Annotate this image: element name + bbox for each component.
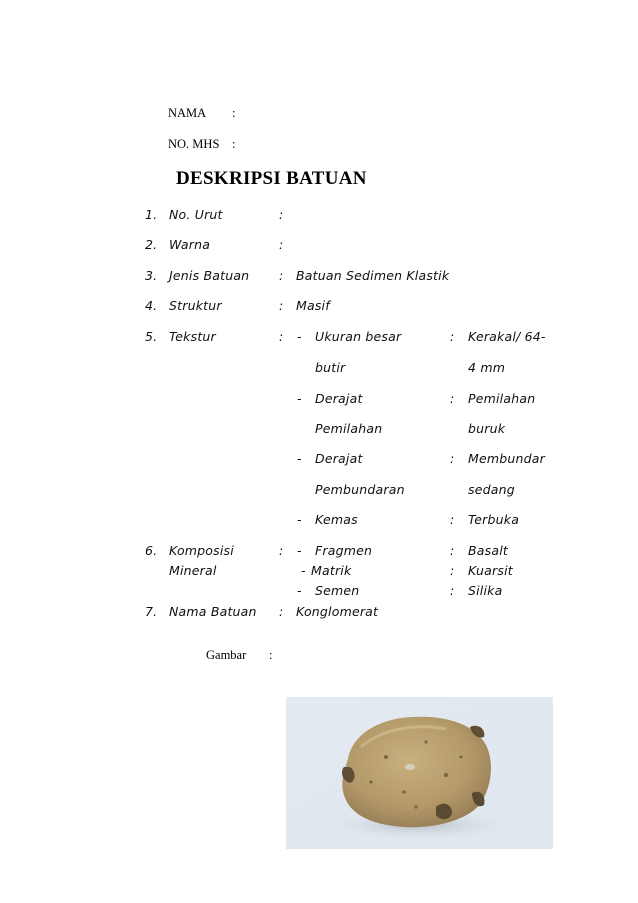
- item-4-number: 4.: [145, 298, 158, 313]
- tekstur-3-value-line2: sedang: [468, 482, 515, 497]
- item-6-colon: :: [279, 543, 284, 558]
- tekstur-1-value-line2: 4 mm: [468, 360, 506, 375]
- item-6-label-line1: Komposisi: [169, 543, 234, 558]
- komposisi-1-value: Basalt: [468, 543, 508, 558]
- item-4-colon: :: [279, 298, 284, 313]
- tekstur-2-colon: :: [450, 391, 455, 406]
- item-3-number: 3.: [145, 268, 158, 283]
- item-5-label: Tekstur: [169, 329, 216, 344]
- komposisi-2-colon: :: [450, 563, 455, 578]
- nama-label: NAMA: [168, 106, 207, 120]
- komposisi-3-dash: -: [297, 583, 302, 598]
- item-5-colon: :: [279, 329, 284, 344]
- tekstur-1-label-line1: Ukuran besar: [315, 329, 402, 344]
- item-2-label: Warna: [169, 237, 211, 252]
- item-7-colon: :: [279, 604, 284, 619]
- rock-photo: [286, 697, 553, 849]
- komposisi-1-dash: -: [297, 543, 302, 558]
- tekstur-1-value-line1: Kerakal/ 64-: [468, 329, 546, 344]
- item-1-colon: :: [279, 207, 284, 222]
- tekstur-3-dash: -: [297, 451, 302, 466]
- item-3-colon: :: [279, 268, 284, 283]
- tekstur-1-colon: :: [450, 329, 455, 344]
- item-3-label: Jenis Batuan: [169, 268, 250, 283]
- nama-colon: :: [232, 106, 236, 120]
- item-6-label-line2: Mineral: [169, 563, 217, 578]
- nomhs-label: NO. MHS: [168, 137, 220, 151]
- item-7-label: Nama Batuan: [169, 604, 257, 619]
- item-6-number: 6.: [145, 543, 158, 558]
- item-2-number: 2.: [145, 237, 158, 252]
- gambar-label: Gambar: [206, 648, 247, 662]
- item-1-label: No. Urut: [169, 207, 223, 222]
- tekstur-2-value-line2: buruk: [468, 421, 506, 436]
- item-5-number: 5.: [145, 329, 158, 344]
- gambar-colon: :: [269, 648, 273, 662]
- tekstur-1-dash: -: [297, 329, 302, 344]
- item-4-value: Masif: [296, 298, 330, 313]
- rock-specimen-image: [286, 697, 553, 849]
- komposisi-3-value: Silika: [468, 583, 503, 598]
- tekstur-2-label-line2: Pemilahan: [315, 421, 383, 436]
- komposisi-3-label: Semen: [315, 583, 360, 598]
- item-7-number: 7.: [145, 604, 158, 619]
- tekstur-3-label-line1: Derajat: [315, 451, 363, 466]
- komposisi-2-value: Kuarsit: [468, 563, 513, 578]
- tekstur-3-label-line2: Pembundaran: [315, 482, 405, 497]
- tekstur-4-value: Terbuka: [468, 512, 520, 527]
- item-7-value: Konglomerat: [296, 604, 379, 619]
- nomhs-colon: :: [232, 137, 236, 151]
- item-3-value: Batuan Sedimen Klastik: [296, 268, 450, 283]
- tekstur-4-dash: -: [297, 512, 302, 527]
- tekstur-3-colon: :: [450, 451, 455, 466]
- item-4-label: Struktur: [169, 298, 222, 313]
- item-2-colon: :: [279, 237, 284, 252]
- komposisi-1-colon: :: [450, 543, 455, 558]
- item-1-number: 1.: [145, 207, 158, 222]
- komposisi-3-colon: :: [450, 583, 455, 598]
- komposisi-2-dash: -: [301, 563, 306, 578]
- tekstur-2-label-line1: Derajat: [315, 391, 363, 406]
- komposisi-2-label: Matrik: [311, 563, 352, 578]
- page-title: DESKRIPSI BATUAN: [176, 168, 367, 189]
- komposisi-1-label: Fragmen: [315, 543, 373, 558]
- tekstur-1-label-line2: butir: [315, 360, 346, 375]
- tekstur-4-colon: :: [450, 512, 455, 527]
- tekstur-4-label: Kemas: [315, 512, 358, 527]
- tekstur-3-value-line1: Membundar: [468, 451, 545, 466]
- tekstur-2-dash: -: [297, 391, 302, 406]
- tekstur-2-value-line1: Pemilahan: [468, 391, 536, 406]
